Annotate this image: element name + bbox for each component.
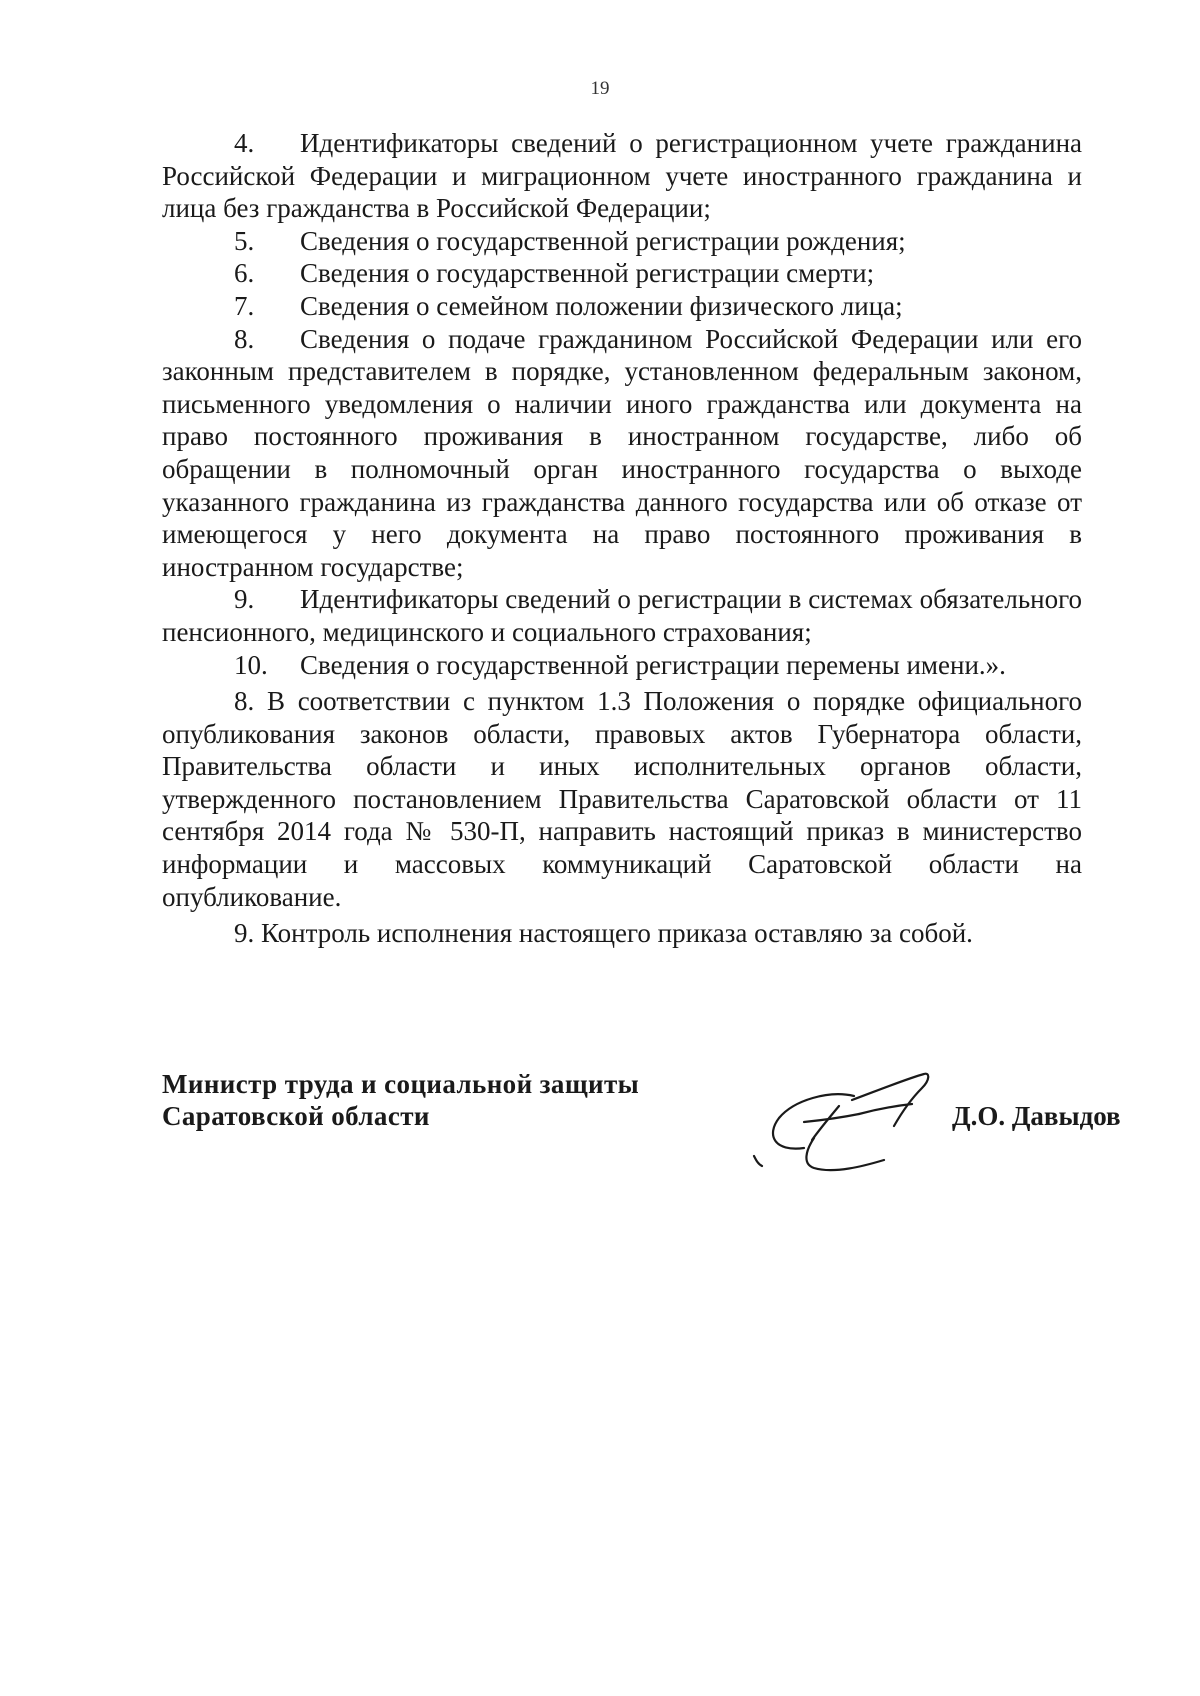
signatory-title-line1: Министр труда и социальной защиты: [162, 1069, 640, 1099]
list-item-number: 7.: [234, 290, 255, 321]
list-item-number: 4.: [234, 128, 255, 158]
page-number: 19: [590, 78, 610, 99]
list-item-text: Идентификаторы сведений о регистрации в системах обязательного пенсионного, медицинского и социального страхования;: [162, 584, 1082, 647]
document-body: [162, 127, 1082, 950]
list-item-text: Сведения о семейном положении физического лица;: [300, 290, 903, 321]
list-item: [162, 649, 1082, 682]
list-item-number: 9.: [234, 584, 255, 615]
list-item: [162, 290, 1082, 323]
list-item-text: Сведения о государственной регистрации перемены имени.».: [300, 649, 1006, 680]
list-item: [162, 583, 1082, 648]
list-item-number: 5.: [234, 225, 255, 256]
list-item-text: Сведения о государственной регистрации рождения;: [300, 225, 906, 256]
list-item-text: Идентификаторы сведений о регистрационном учете гражданина Российской Федерации и миграционном учете иностранного гражданина и лица без гражданства в Российской Федерации;: [162, 128, 1082, 224]
list-item-number: 8.: [234, 323, 255, 354]
signatory-title: [162, 1068, 639, 1132]
signatory-name: Д.О. Давыдов: [952, 1101, 1121, 1131]
list-item: [162, 257, 1082, 290]
list-item: [162, 127, 1082, 225]
list-item: [162, 323, 1082, 584]
list-item: [162, 225, 1082, 258]
paragraph-publication: 8. В соответствии с пунктом 1.3 Положения о порядке официального опубликования законов области, правовых актов Губернатора области, Правительства области и иных исполнительных органов области, утвержденного постановлением Правительства Саратовской области от 11 сентября 2014 года № 530-П, направить настоящий приказ в министерство информации и массовых коммуникаций Саратовской области на опубликование.: [162, 686, 1082, 912]
signatory-title-line2: Саратовской области: [162, 1101, 430, 1131]
list-item-number: 10.: [234, 649, 268, 680]
list-item-number: 6.: [234, 258, 255, 289]
paragraph-control: 9. Контроль исполнения настоящего приказа оставляю за собой.: [234, 918, 973, 949]
list-item-text: Сведения о государственной регистрации смерти;: [300, 258, 875, 289]
handwritten-signature: [734, 1060, 964, 1180]
list-item-text: Сведения о подаче гражданином Российской Федерации или его законным представителем в порядке, установленном федеральным законом, письменного уведомления о наличии иного гражданства или документа на право постоянного проживания в иностранном государстве, либо об обращении в полномочный орган иностранного государства о выходе указанного гражданина из гражданства данного государства или об отказе от имеющегося у него документа на право постоянного проживания в иностранном государстве;: [162, 323, 1082, 582]
